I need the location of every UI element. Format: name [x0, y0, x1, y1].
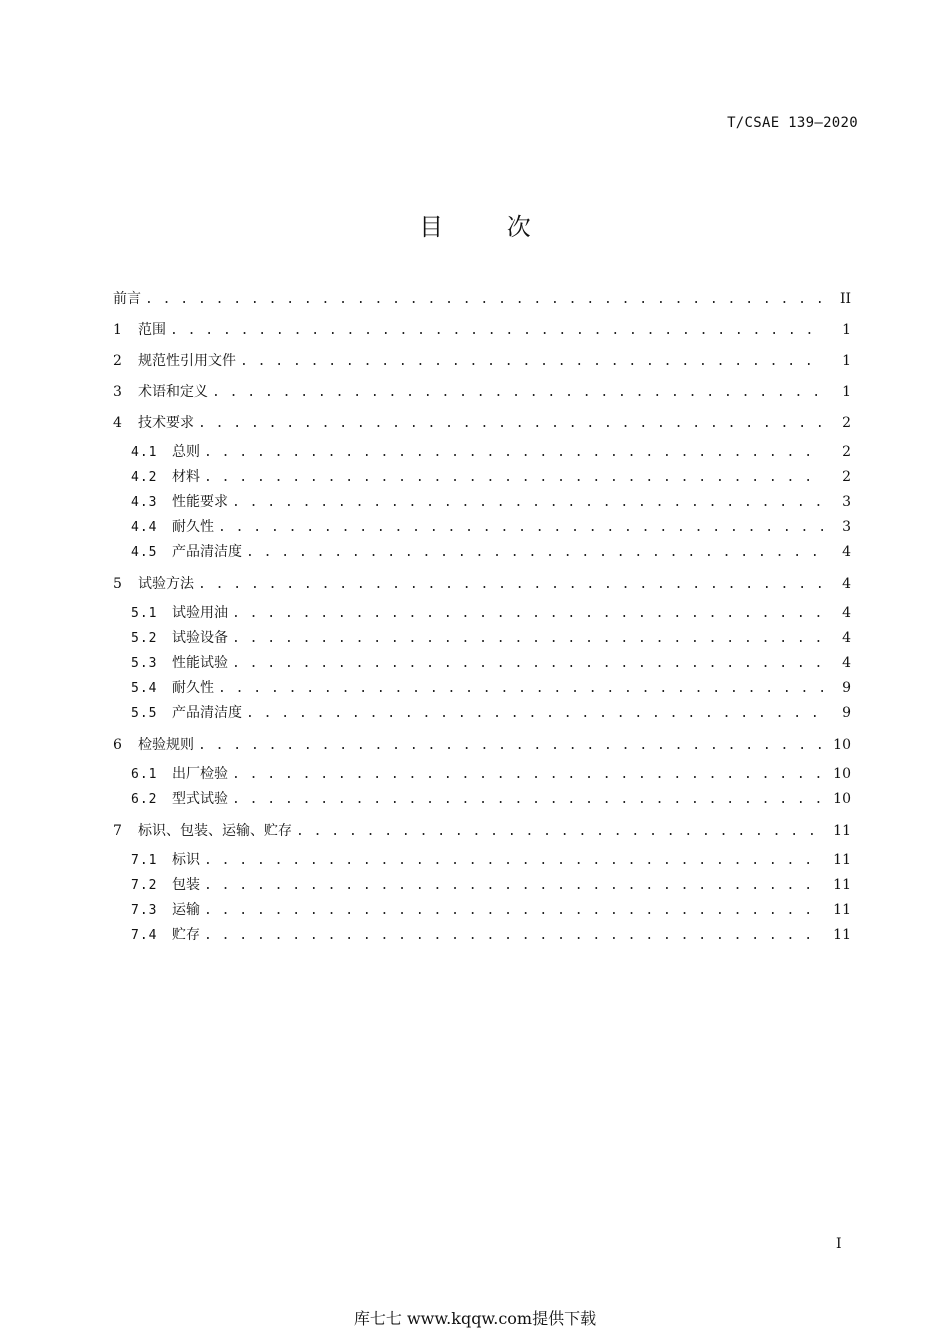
toc-entry-page: 10 [833, 737, 851, 753]
toc-entry-label: 出厂检验 [172, 766, 228, 782]
toc-entry-label: 总则 [172, 444, 200, 460]
toc-entry-number: 7.3 [131, 903, 158, 918]
toc-entry-page: 11 [833, 823, 851, 839]
toc-leader-dots [204, 443, 823, 463]
toc-entry-page: 10 [833, 791, 851, 807]
toc-entry-page: 2 [842, 415, 851, 431]
toc-entry-7-3[interactable] [113, 900, 851, 925]
toc-entry-number: 2 [113, 353, 122, 369]
toc-entry-label: 产品清洁度 [172, 544, 242, 560]
toc-entry-page: 9 [842, 680, 851, 696]
toc-entry-page: 3 [842, 519, 851, 535]
toc-leader-dots [198, 575, 823, 595]
toc-entry-label: 耐久性 [172, 680, 214, 696]
toc-leader-dots [204, 851, 823, 871]
toc-entry-number: 5.5 [131, 706, 158, 721]
toc-leader-dots [232, 629, 823, 649]
toc-entry-label: 试验用油 [172, 605, 228, 621]
toc-entry-number: 4.2 [131, 470, 158, 485]
toc-entry-number: 5.2 [131, 631, 158, 646]
toc-entry-label: 规范性引用文件 [138, 353, 236, 369]
toc-entry-5-2[interactable] [113, 628, 851, 653]
toc-entry-5-5[interactable] [113, 703, 851, 733]
toc-entry-number: 7.2 [131, 878, 158, 893]
toc-entry-number: 5.4 [131, 681, 158, 696]
toc-entry-page: 1 [842, 322, 851, 338]
toc-entry-page: 3 [842, 494, 851, 510]
toc-entry-2[interactable] [113, 349, 851, 380]
page-number: I [836, 1236, 842, 1252]
toc-entry-number: 4 [113, 415, 122, 431]
toc-leader-dots [204, 926, 823, 946]
toc-entry-5[interactable] [113, 572, 851, 603]
toc-entry-7[interactable] [113, 819, 851, 850]
toc-entry-label: 试验设备 [172, 630, 228, 646]
toc-entry-label: 贮存 [172, 927, 200, 943]
toc-leader-dots [170, 321, 823, 341]
toc-leader-dots [204, 876, 823, 896]
toc-entry-number: 5 [113, 576, 122, 592]
toc-entry-number: 6.1 [131, 767, 158, 782]
toc-entry-number: 3 [113, 384, 122, 400]
toc-leader-dots [204, 468, 823, 488]
toc-entry-6-1[interactable] [113, 764, 851, 789]
toc-entry-label: 耐久性 [172, 519, 214, 535]
toc-leader-dots [232, 493, 823, 513]
toc-entry-number: 7 [113, 823, 122, 839]
toc-entry-number: 4.1 [131, 445, 158, 460]
toc-entry-number: 5.1 [131, 606, 158, 621]
toc-entry-number: 7.1 [131, 853, 158, 868]
toc-entry-label: 标识 [172, 852, 200, 868]
toc-entry-4-4[interactable] [113, 517, 851, 542]
toc-entry-7-2[interactable] [113, 875, 851, 900]
toc-entry-page: 11 [833, 902, 851, 918]
toc-entry-4-2[interactable] [113, 467, 851, 492]
toc-leader-dots [218, 518, 823, 538]
toc-entry-label: 标识、包装、运输、贮存 [138, 823, 292, 839]
toc-entry-page: 2 [842, 469, 851, 485]
toc-leader-dots [218, 679, 823, 699]
toc-entry-label: 性能要求 [172, 494, 228, 510]
toc-entry-page: 11 [833, 927, 851, 943]
toc-entry-page: 1 [842, 384, 851, 400]
toc-entry-label: 包装 [172, 877, 200, 893]
toc-entry-1[interactable] [113, 318, 851, 349]
toc-entry-5-4[interactable] [113, 678, 851, 703]
toc-leader-dots [198, 736, 823, 756]
toc-entry-number: 4.5 [131, 545, 158, 560]
toc-entry-label: 技术要求 [138, 415, 194, 431]
toc-entry-label: 运输 [172, 902, 200, 918]
toc-entry-number: 1 [113, 322, 122, 338]
toc-leader-dots [296, 822, 823, 842]
toc-entry-page: 4 [842, 630, 851, 646]
toc-leader-dots [212, 383, 823, 403]
toc-leader-dots [232, 604, 823, 624]
toc-entry-number: 6 [113, 737, 122, 753]
toc-entry-3[interactable] [113, 380, 851, 411]
toc-entry-number: 7.4 [131, 928, 158, 943]
toc-entry-6[interactable] [113, 733, 851, 764]
toc-leader-dots [232, 790, 823, 810]
toc-entry-number: 4.3 [131, 495, 158, 510]
toc-entry-page: 4 [842, 605, 851, 621]
toc-entry-label: 性能试验 [172, 655, 228, 671]
toc-entry-7-4[interactable] [113, 925, 851, 950]
toc-entry-label: 试验方法 [138, 576, 194, 592]
toc-leader-dots [240, 352, 823, 372]
toc-leader-dots [204, 901, 823, 921]
toc-leader-dots [198, 414, 823, 434]
toc-entry-4-3[interactable] [113, 492, 851, 517]
toc-entry-page: 2 [842, 444, 851, 460]
toc-entry-page: 10 [833, 766, 851, 782]
download-footer: 库七七 www.kqqw.com提供下载 [353, 1309, 597, 1328]
toc-leader-dots [145, 290, 823, 310]
toc-entry-page: 4 [842, 576, 851, 592]
toc-entry-label: 产品清洁度 [172, 705, 242, 721]
toc-entry-label: 型式试验 [172, 791, 228, 807]
toc-leader-dots [246, 704, 823, 724]
toc-entry-number: 6.2 [131, 792, 158, 807]
toc-entry-page: 4 [842, 544, 851, 560]
toc-entry-label: 术语和定义 [138, 384, 208, 400]
toc-entry-label: 材料 [172, 469, 200, 485]
toc-entry-5-1[interactable] [113, 603, 851, 628]
toc-entry-page: 4 [842, 655, 851, 671]
toc-entry-page: 1 [842, 353, 851, 369]
toc-entry-page: II [839, 291, 851, 307]
toc-entry-4-1[interactable] [113, 442, 851, 467]
toc-entry-foreword[interactable] [113, 287, 851, 318]
toc-entry-number: 4.4 [131, 520, 158, 535]
toc-entry-page: 11 [833, 852, 851, 868]
toc-entry-4[interactable] [113, 411, 851, 442]
toc-entry-6-2[interactable] [113, 789, 851, 819]
toc-entry-5-3[interactable] [113, 653, 851, 678]
table-of-contents [113, 287, 851, 950]
toc-entry-label: 范围 [138, 322, 166, 338]
toc-entry-label: 前言 [113, 291, 141, 307]
toc-leader-dots [232, 654, 823, 674]
standard-number: T/CSAE 139—2020 [727, 115, 858, 131]
toc-entry-page: 9 [842, 705, 851, 721]
toc-entry-number: 5.3 [131, 656, 158, 671]
toc-entry-4-5[interactable] [113, 542, 851, 572]
toc-entry-7-1[interactable] [113, 850, 851, 875]
toc-leader-dots [246, 543, 823, 563]
toc-entry-page: 11 [833, 877, 851, 893]
toc-entry-label: 检验规则 [138, 737, 194, 753]
page-title: 目 次 [419, 213, 559, 241]
toc-leader-dots [232, 765, 823, 785]
